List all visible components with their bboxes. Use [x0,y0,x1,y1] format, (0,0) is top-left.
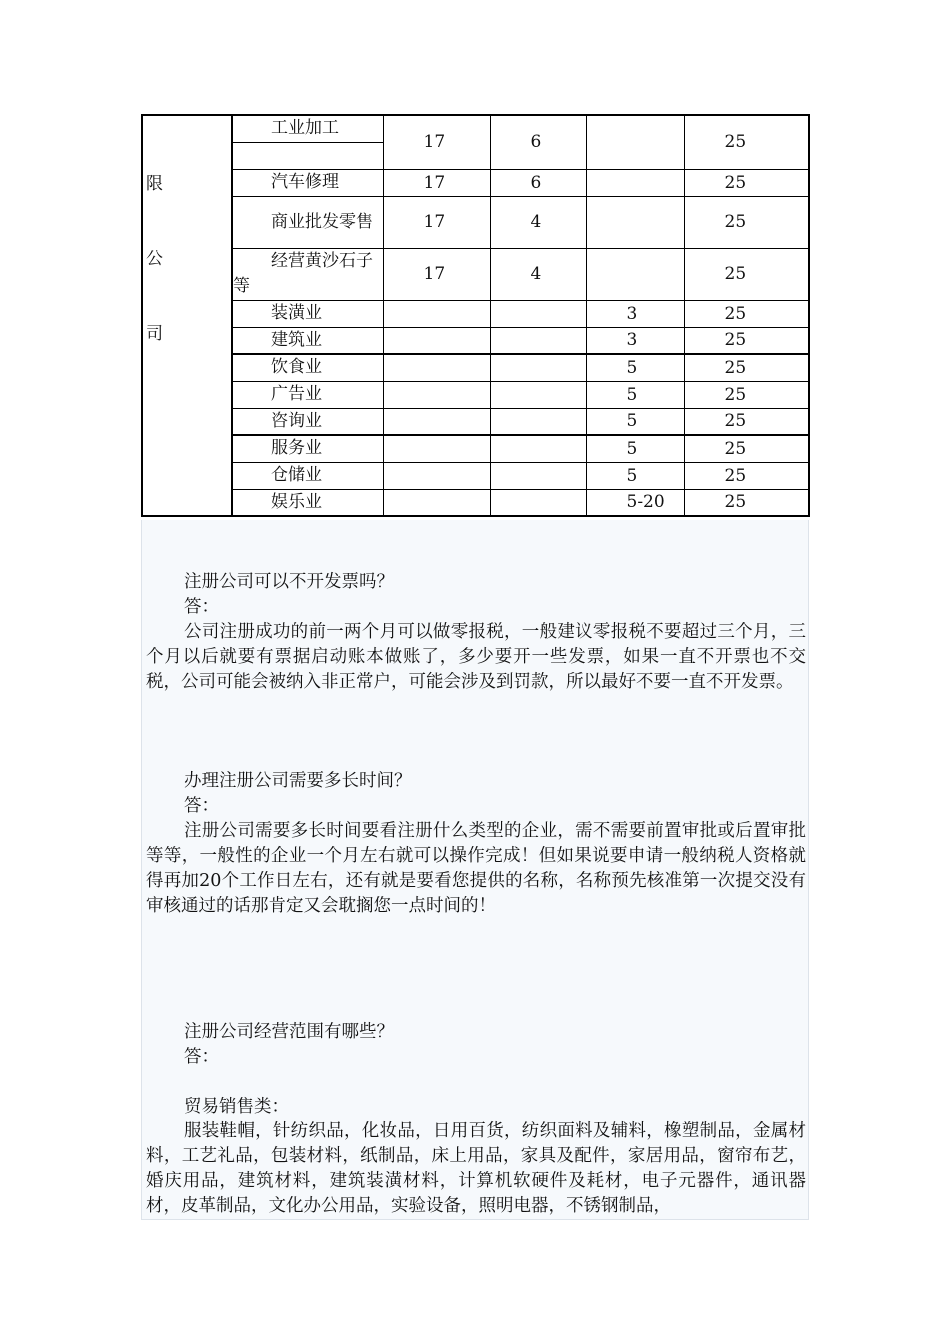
business-tax-rate: 3 [586,327,684,354]
business-tax-rate: 5 [586,462,684,489]
surcharge-rate [490,435,586,462]
vat-rate [383,327,490,354]
business-tax-rate [586,248,684,300]
vat-rate [383,435,490,462]
table-row [142,248,809,300]
industry-name: 商业批发零售 [232,196,383,248]
income-tax-rate: 25 [684,462,809,489]
table-row [142,300,809,327]
vat-rate [383,381,490,408]
faq-answer-label: 答： [184,1047,219,1067]
vat-rate: 17 [383,169,490,196]
business-tax-rate: 5 [586,435,684,462]
table-row [142,327,809,354]
vat-rate [383,489,490,516]
surcharge-rate: 6 [490,115,586,169]
vat-rate [383,408,490,435]
faq-question: 注册公司经营范围有哪些？ [184,1022,394,1042]
table-row [142,169,809,196]
entity-type-cell [142,115,232,516]
industry-name: 工业加工 [232,115,383,142]
vat-rate: 17 [383,196,490,248]
table-row [142,489,809,516]
entity-char: 公 [146,249,163,269]
industry-name: 经营黄沙石子等 [232,248,383,300]
industry-name: 饮食业 [232,354,383,381]
business-tax-rate: 5-20 [586,489,684,516]
tax-rate-table-wrapper [141,114,808,517]
business-tax-rate [586,196,684,248]
business-tax-rate [586,169,684,196]
entity-char: 司 [146,324,163,344]
income-tax-rate: 25 [684,115,809,169]
table-row [142,196,809,248]
income-tax-rate: 25 [684,435,809,462]
vat-rate: 17 [383,248,490,300]
faq-answer: 公司注册成功的前一两个月可以做零报税，一般建议零报税不要超过三个月，三个月以后就要有票据启动账本做账了，多少要开一些发票，如果一直不开票也不交税，公司可能会被纳入非正常户，可能会涉及到罚款，所以最好不要一直不开发票。 [146,622,806,692]
income-tax-rate: 25 [684,169,809,196]
income-tax-rate: 25 [684,408,809,435]
faq-question: 办理注册公司需要多长时间？ [184,771,412,791]
faq-panel [141,520,809,1220]
table-row [142,435,809,462]
vat-rate: 17 [383,115,490,169]
faq-answer-label: 答： [184,796,219,816]
faq-category: 贸易销售类： [184,1097,289,1117]
income-tax-rate: 25 [684,300,809,327]
income-tax-rate: 25 [684,196,809,248]
surcharge-rate [490,327,586,354]
surcharge-rate [490,489,586,516]
table-row [142,462,809,489]
income-tax-rate: 25 [684,381,809,408]
faq-answer-label: 答： [184,597,219,617]
tax-rate-table [141,114,810,517]
table-row [142,408,809,435]
industry-name: 装潢业 [232,300,383,327]
income-tax-rate: 25 [684,354,809,381]
surcharge-rate [490,381,586,408]
business-tax-rate: 3 [586,300,684,327]
surcharge-rate: 4 [490,196,586,248]
vat-rate [383,300,490,327]
income-tax-rate: 25 [684,489,809,516]
industry-name: 建筑业 [232,327,383,354]
industry-name-empty [232,142,383,169]
surcharge-rate [490,462,586,489]
faq-answer: 注册公司需要多长时间要看注册什么类型的企业，需不需要前置审批或后置审批等等，一般性的企业一个月左右就可以操作完成！但如果说要申请一般纳税人资格就得再加20个工作日左右，还有就是要看您提供的名称，名称预先核准第一次提交没有审核通过的话那肯定又会耽搁您一点时间的！ [146,821,806,916]
surcharge-rate: 6 [490,169,586,196]
faq-question: 注册公司可以不开发票吗？ [184,572,394,592]
business-tax-rate: 5 [586,408,684,435]
table-row [142,354,809,381]
industry-name: 娱乐业 [232,489,383,516]
industry-name: 广告业 [232,381,383,408]
surcharge-rate [490,408,586,435]
income-tax-rate: 25 [684,327,809,354]
industry-name: 服务业 [232,435,383,462]
business-tax-rate: 5 [586,354,684,381]
vat-rate [383,462,490,489]
surcharge-rate [490,354,586,381]
industry-name: 仓储业 [232,462,383,489]
business-tax-rate [586,115,684,169]
table-row [142,381,809,408]
income-tax-rate: 25 [684,248,809,300]
faq-answer: 服装鞋帽，针纺织品，化妆品，日用百货，纺织面料及辅料，橡塑制品，金属材料，工艺礼品，包装材料，纸制品，床上用品，家具及配件，家居用品，窗帘布艺，婚庆用品，建筑材料，建筑装潢材料，计算机软硬件及耗材，电子元器件，通讯器材，皮革制品，文化办公用品，实验设备，照明电器，不锈钢制品， [146,1121,806,1216]
table-row [142,115,809,142]
industry-name: 汽车修理 [232,169,383,196]
entity-char: 限 [146,174,163,194]
surcharge-rate: 4 [490,248,586,300]
surcharge-rate [490,300,586,327]
business-tax-rate: 5 [586,381,684,408]
industry-name: 咨询业 [232,408,383,435]
vat-rate [383,354,490,381]
